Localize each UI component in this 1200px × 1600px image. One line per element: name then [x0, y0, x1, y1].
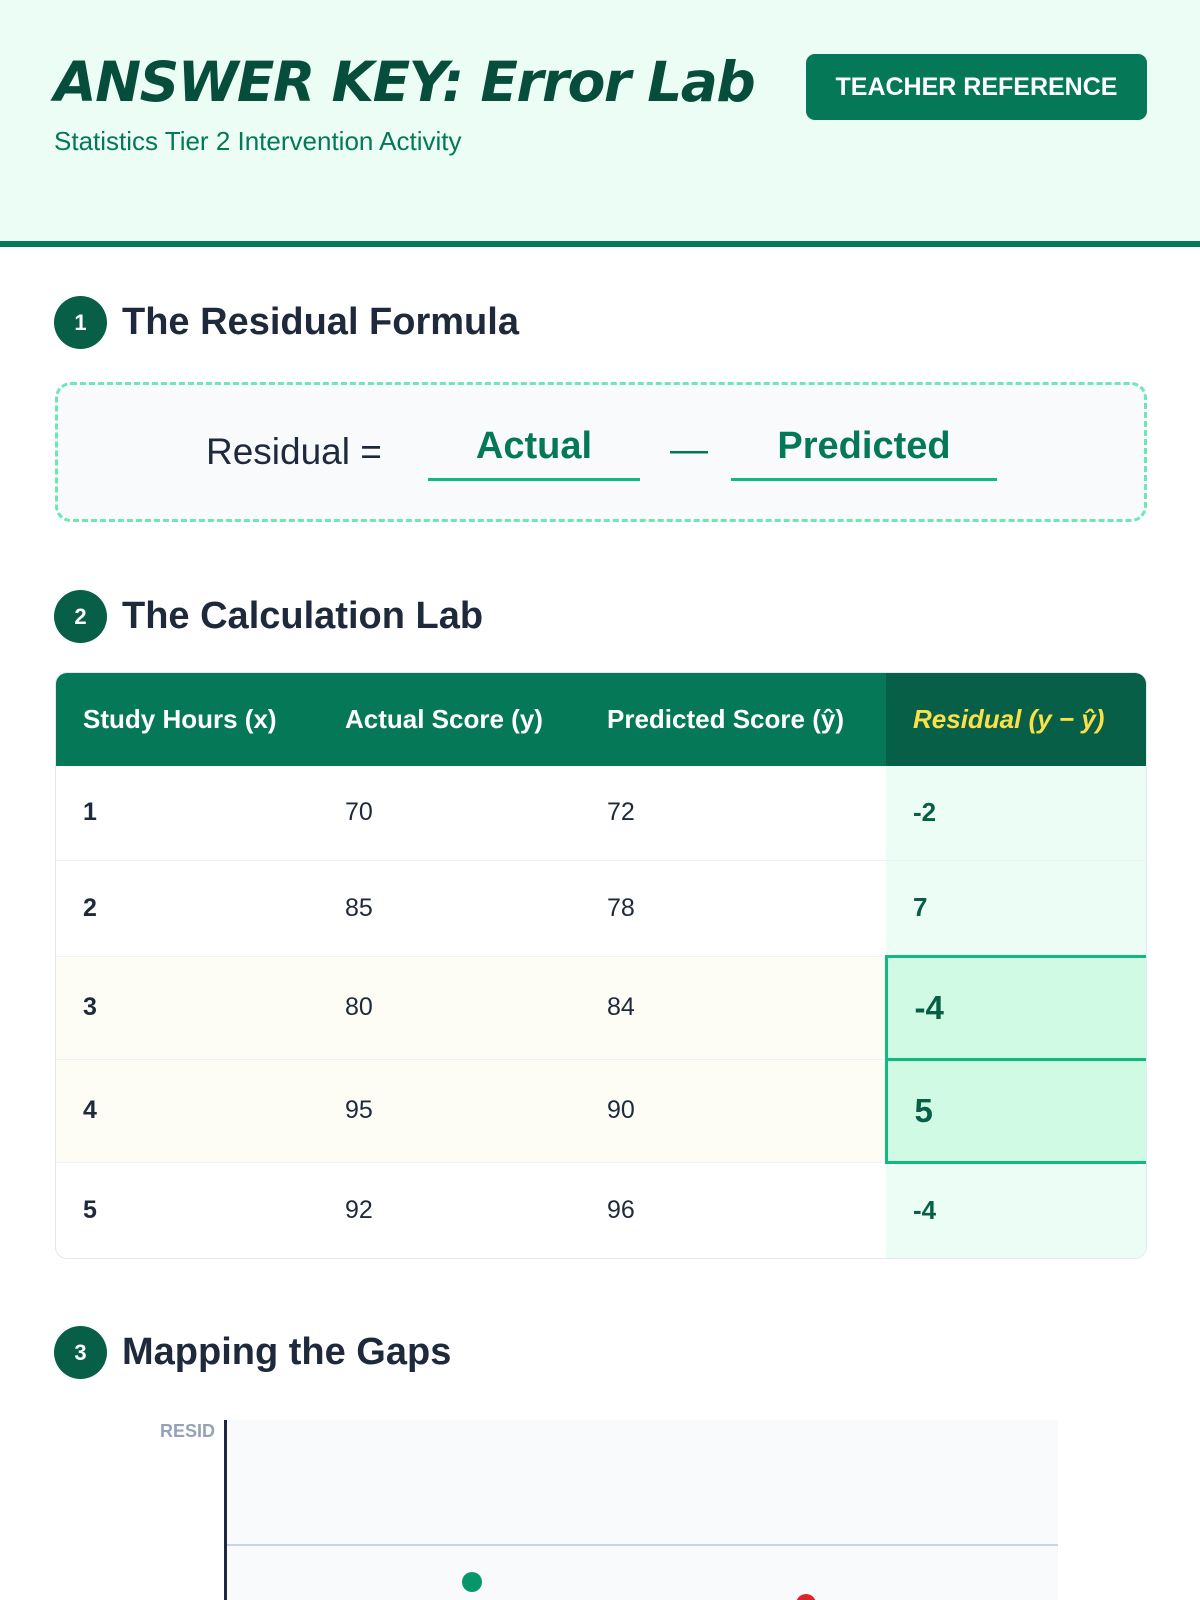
residual-plot-area: [226, 1420, 1058, 1600]
table-row: [56, 1059, 1147, 1162]
cell-residual-highlighted[interactable]: -4: [886, 956, 1147, 1059]
residual-point-positive[interactable]: [462, 1572, 482, 1592]
section-3-heading: [54, 1326, 451, 1379]
section-number-badge: 1: [54, 296, 107, 349]
section-title: The Calculation Lab: [122, 595, 484, 637]
section-title: The Residual Formula: [122, 301, 519, 343]
section-1-heading: [54, 296, 519, 349]
table-row: [56, 860, 1147, 956]
page-header: [0, 0, 1200, 247]
table-row: [56, 766, 1147, 860]
column-header-study-hours: Study Hours (x): [56, 673, 318, 766]
cell-predicted-score: 72: [580, 766, 886, 860]
cell-study-hours: 3: [56, 956, 318, 1059]
cell-residual[interactable]: -2: [886, 766, 1147, 860]
column-header-predicted-score: Predicted Score (ŷ): [580, 673, 886, 766]
cell-predicted-score: 90: [580, 1059, 886, 1162]
cell-residual[interactable]: 7: [886, 860, 1147, 956]
cell-study-hours: 2: [56, 860, 318, 956]
cell-predicted-score: 84: [580, 956, 886, 1059]
page-title: ANSWER KEY: Error Lab: [54, 50, 755, 114]
formula-blank-actual[interactable]: Actual: [428, 425, 640, 481]
residual-formula-box: [55, 382, 1147, 522]
residual-plot-y-axis: [224, 1420, 227, 1600]
cell-study-hours: 4: [56, 1059, 318, 1162]
calculation-table: [55, 672, 1147, 1259]
cell-study-hours: 5: [56, 1162, 318, 1258]
section-number-badge: 3: [54, 1326, 107, 1379]
section-2-heading: [54, 590, 483, 643]
cell-residual[interactable]: -4: [886, 1162, 1147, 1258]
section-title: Mapping the Gaps: [122, 1331, 452, 1373]
section-number-badge: 2: [54, 590, 107, 643]
formula-minus-operator: —: [670, 429, 708, 471]
cell-actual-score: 70: [318, 766, 580, 860]
column-header-actual-score: Actual Score (y): [318, 673, 580, 766]
cell-predicted-score: 96: [580, 1162, 886, 1258]
cell-actual-score: 92: [318, 1162, 580, 1258]
page-subtitle: Statistics Tier 2 Intervention Activity: [54, 126, 462, 156]
cell-study-hours: 1: [56, 766, 318, 860]
teacher-reference-badge: TEACHER REFERENCE: [806, 54, 1147, 120]
formula-blank-predicted[interactable]: Predicted: [731, 425, 997, 481]
cell-residual-highlighted[interactable]: 5: [886, 1059, 1147, 1162]
table-row: [56, 956, 1147, 1059]
cell-actual-score: 80: [318, 956, 580, 1059]
residual-zero-line: [227, 1544, 1058, 1546]
cell-actual-score: 85: [318, 860, 580, 956]
residual-axis-label: RESID: [160, 1421, 216, 1441]
column-header-residual: Residual (y − ŷ): [886, 673, 1147, 766]
cell-predicted-score: 78: [580, 860, 886, 956]
formula-label: Residual =: [206, 431, 382, 472]
cell-actual-score: 95: [318, 1059, 580, 1162]
table-row: [56, 1162, 1147, 1258]
